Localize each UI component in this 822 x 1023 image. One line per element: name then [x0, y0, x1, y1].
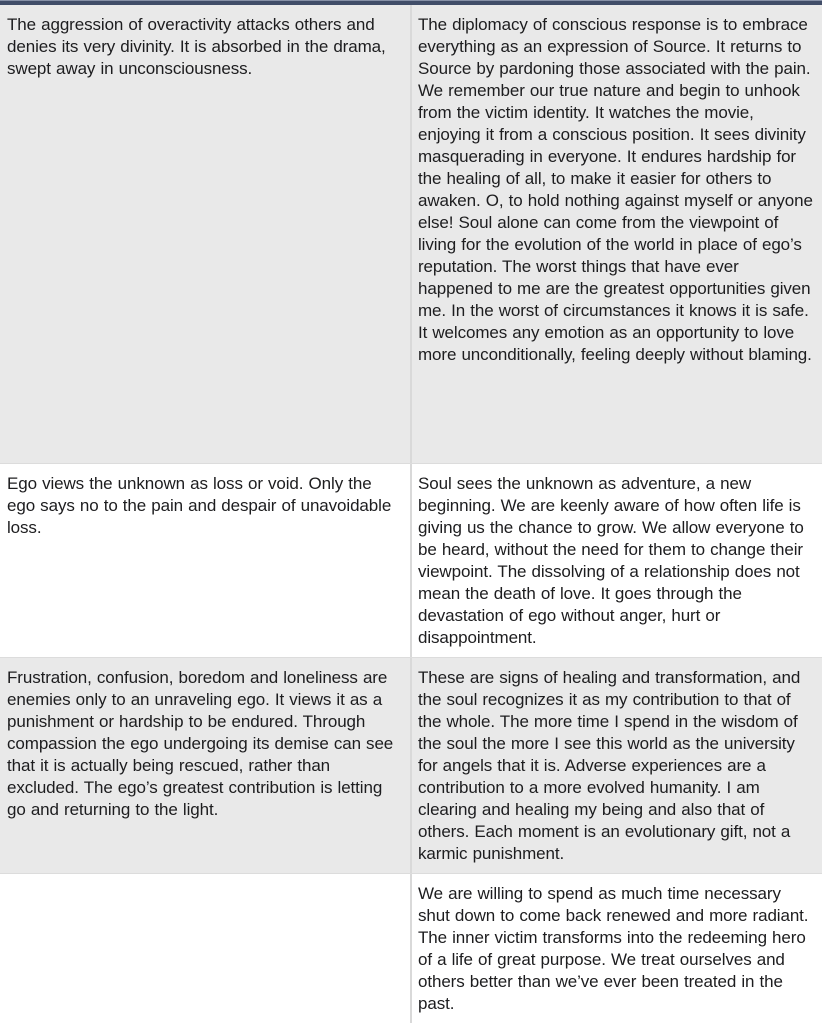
table-row: [0, 873, 822, 1023]
soul-cell: Soul sees the unknown as adventure, a new beginning. We are keenly aware of how often life is giving us the chance to grow. We allow everyone to be heard, without the need for them to change their viewpoint. The dissolving of a relationship does not mean the death of love. It goes through the devastation of ego without anger, hurt or disappointment.: [410, 464, 822, 657]
comparison-table: [0, 5, 822, 1023]
soul-cell: The diplomacy of conscious response is to embrace everything as an expression of Source. It returns to Source by pardoning those associated with the pain. We remember our true nature and begin to unhook from the victim identity. It watches the movie, enjoying it from a conscious position. It sees divinity masquerading in everyone. It endures hardship for the healing of all, to make it easier for others to awaken. O, to hold nothing against myself or anyone else! Soul alone can come from the viewpoint of living for the evolution of the world in place of ego’s reputation. The worst things that have ever happened to me are the greatest opportunities given me. In the worst of circumstances it knows it is safe. It welcomes any emotion as an opportunity to love more unconditionally, feeling deeply without blaming.: [410, 5, 822, 463]
soul-cell: We are willing to spend as much time necessary shut down to come back renewed and more radiant. The inner victim transforms into the redeeming hero of a life of great purpose. We treat ourselves and others better than we’ve ever been treated in the past.: [410, 874, 822, 1023]
ego-cell: Frustration, confusion, boredom and loneliness are enemies only to an unraveling ego. It views it as a punishment or hardship to be endured. Through compassion the ego undergoing its demise can see that it is actually being rescued, rather than excluded. The ego’s greatest contribution is letting go and returning to the light.: [0, 658, 410, 873]
ego-cell: The aggression of overactivity attacks others and denies its very divinity. It is absorbed in the drama, swept away in unconsciousness.: [0, 5, 410, 463]
table-row: [0, 463, 822, 657]
ego-cell: Ego views the unknown as loss or void. Only the ego says no to the pain and despair of unavoidable loss.: [0, 464, 410, 657]
soul-cell: These are signs of healing and transformation, and the soul recognizes it as my contribution to that of the whole. The more time I spend in the wisdom of the soul the more I see this world as the university for angels that it is. Adverse experiences are a contribution to a more evolved humanity. I am clearing and healing my being and also that of others. Each moment is an evolutionary gift, not a karmic punishment.: [410, 658, 822, 873]
ego-cell-empty: [0, 874, 410, 1023]
table-row: [0, 5, 822, 463]
table-row: [0, 657, 822, 873]
